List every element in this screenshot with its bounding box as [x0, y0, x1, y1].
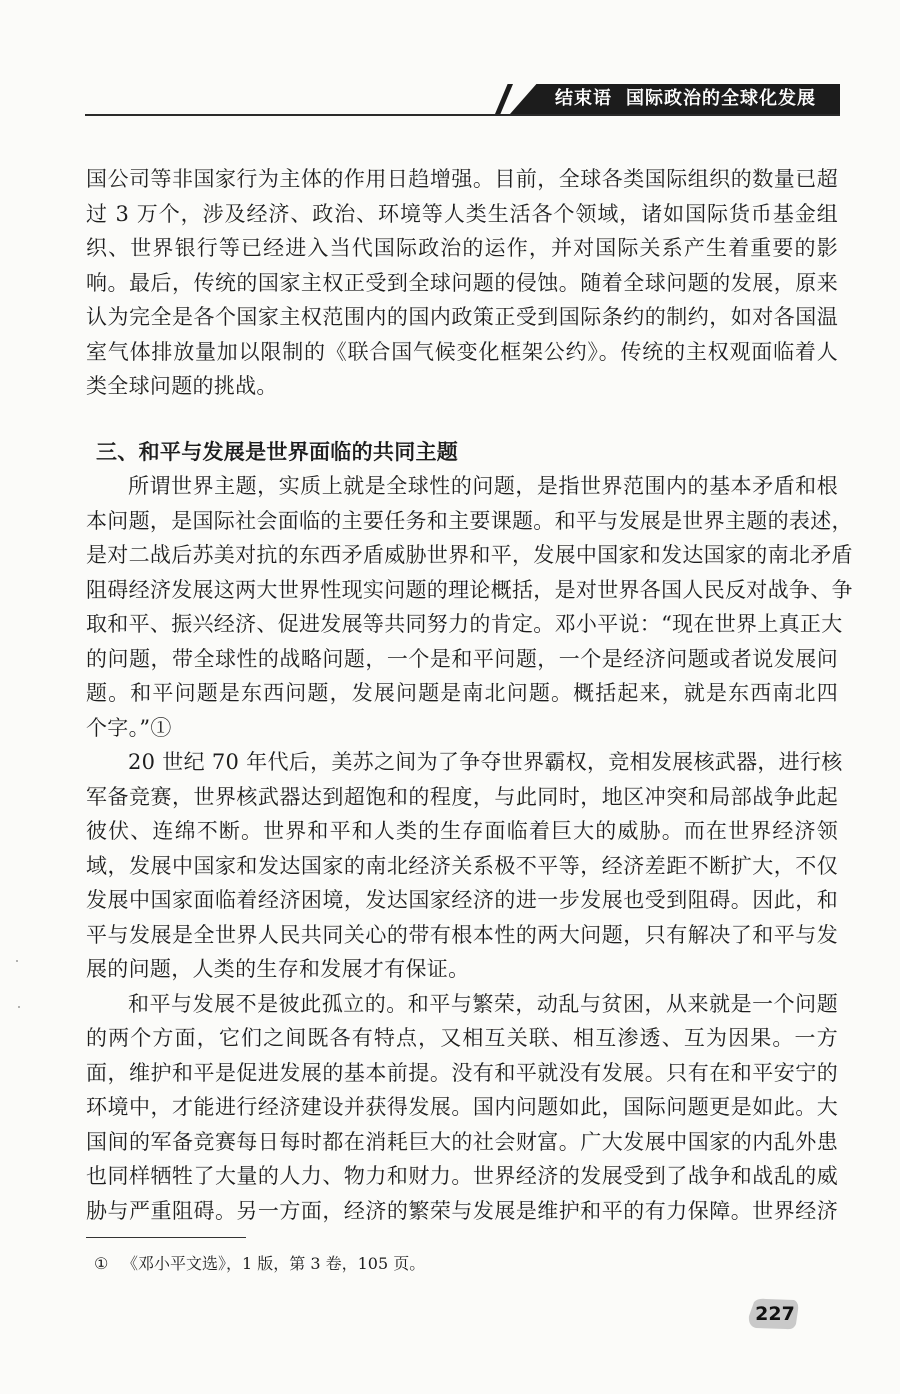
text-line: 类全球问题的挑战。: [86, 374, 278, 398]
page-number: 227: [755, 1303, 795, 1325]
text-line: 题。和平问题是东西问题，发展问题是南北问题。概括起来，就是东西南北四: [86, 681, 838, 705]
page-number-badge: [744, 1296, 800, 1332]
text-line: 个字。”①: [86, 715, 172, 740]
text-line: 面，维护和平是促进发展的基本前提。没有和平就没有发展。只有在和平安宁的: [86, 1060, 838, 1085]
text-line: 室气体排放量加以限制的《联合国气候变化框架公约》。传统的主权观面临着人: [86, 339, 838, 364]
running-header-title: 国际政治的全球化发展: [626, 88, 816, 109]
paragraph: [86, 745, 843, 987]
text-line: 响。最后，传统的国家主权正受到全球问题的侵蚀。随着全球问题的发展，原来: [86, 270, 838, 295]
footnote: [86, 1253, 786, 1275]
text-line: 的两个方面，它们之间既各有特点，又相互关联、相互渗透、互为因果。一方: [86, 1026, 838, 1050]
text-line: 环境中，才能进行经济建设并获得发展。国内问题如此，国际问题更是如此。大: [86, 1095, 838, 1119]
running-header: [555, 86, 835, 112]
paragraph: [86, 469, 853, 745]
text-line: 20 世纪 70 年代后，美苏之间为了争夺世界霸权，竞相发展核武器，进行核: [128, 750, 843, 774]
text-line: 本问题，是国际社会面临的主要任务和主要课题。和平与发展是世界主题的表述，: [86, 508, 853, 533]
text-line: 过 3 万个，涉及经济、政治、环境等人类生活各个领域，诸如国际货币基金组: [86, 201, 838, 226]
header-rule: [85, 114, 840, 116]
paper-speck: [18, 1006, 20, 1008]
footnote-text: 《邓小平文选》，1 版，第 3 卷，105 页。: [122, 1254, 426, 1273]
text-line: 和平与发展不是彼此孤立的。和平与繁荣，动乱与贫困，从来就是一个问题: [128, 991, 838, 1016]
text-line: 国公司等非国家行为主体的作用日趋增强。目前，全球各类国际组织的数量已超: [86, 167, 838, 191]
text-line: 彼伏、连绵不断。世界和平和人类的生存面临着巨大的威胁。而在世界经济领: [86, 819, 838, 843]
paragraph: [86, 987, 838, 1229]
text-line: 是对二战后苏美对抗的东西矛盾威胁世界和平，发展中国家和发达国家的南北矛盾: [86, 543, 853, 567]
footnote-marker: ①: [94, 1254, 109, 1273]
header-slash-decoration: [495, 84, 513, 114]
page-body: [86, 162, 853, 1228]
running-header-chapter: 结束语: [555, 88, 612, 109]
text-line: 认为完全是各个国家主权范围内的国内政策正受到国际条约的制约，如对各国温: [86, 305, 838, 329]
text-line: 域，发展中国家和发达国家的南北经济关系极不平等，经济差距不断扩大，不仅: [86, 853, 838, 878]
text-line: 国间的军备竞赛每日每时都在消耗巨大的社会财富。广大发展中国家的内乱外患: [86, 1129, 838, 1154]
text-line: 的问题，带全球性的战略问题，一个是和平问题，一个是经济问题或者说发展问: [86, 646, 838, 671]
text-line: 取和平、振兴经济、促进发展等共同努力的肯定。邓小平说：“现在世界上真正大: [86, 612, 843, 636]
text-line: 平与发展是全世界人民共同关心的带有根本性的两大问题，只有解决了和平与发: [86, 922, 838, 947]
text-line: 展的问题，人类的生存和发展才有保证。: [86, 957, 470, 981]
paper-speck: [16, 960, 18, 962]
text-line: 织、世界银行等已经进入当代国际政治的运作，并对国际关系产生着重要的影: [86, 236, 838, 260]
text-line: 胁与严重阻碍。另一方面，经济的繁荣与发展是维护和平的有力保障。世界经济: [86, 1198, 838, 1223]
section-heading: 三、和平与发展是世界面临的共同主题: [96, 438, 459, 464]
paragraph-continued: [86, 162, 838, 404]
text-line: 也同样牺牲了大量的人力、物力和财力。世界经济的发展受到了战争和战乱的威: [86, 1164, 838, 1188]
text-line: 阻碍经济发展这两大世界性现实问题的理论概括，是对世界各国人民反对战争、争: [86, 577, 853, 602]
text-line: 军备竞赛，世界核武器达到超饱和的程度，与此同时，地区冲突和局部战争此起: [86, 784, 838, 809]
footnote-divider: [86, 1237, 246, 1238]
text-line: 发展中国家面临着经济困境，发达国家经济的进一步发展也受到阻碍。因此，和: [86, 888, 838, 912]
text-line: 所谓世界主题，实质上就是全球性的问题，是指世界范围内的基本矛盾和根: [128, 474, 838, 498]
section-spacer: [86, 404, 838, 435]
